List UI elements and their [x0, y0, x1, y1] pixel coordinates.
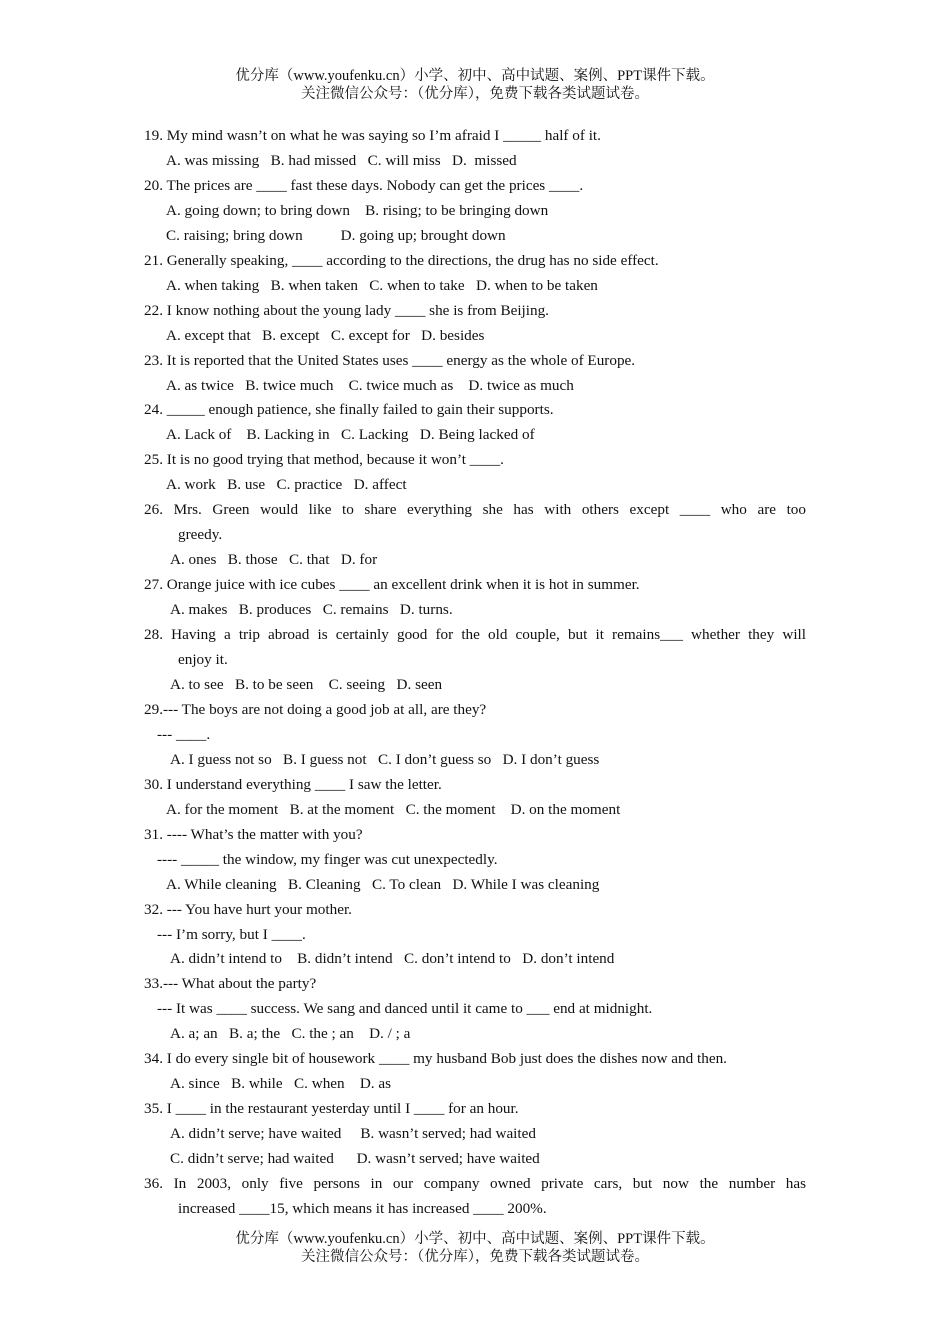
- question-stem: 32. --- You have hurt your mother.: [144, 900, 352, 918]
- question-line: A. work B. use C. practice D. affect: [166, 476, 407, 494]
- question-36: [144, 1172, 806, 1222]
- question-stem: 20. The prices are ____ fast these days. Nobody can get the prices ____.: [144, 176, 584, 194]
- question-stem: 19. My mind wasn’t on what he was saying so I’m afraid I _____ half of it.: [144, 127, 601, 144]
- footer-line-2: 关注微信公众号：（优分库），免费下载各类试题试卷。: [301, 1249, 649, 1265]
- page-footer: [0, 1230, 950, 1266]
- question-stem: 21. Generally speaking, ____ according to the directions, the drug has no side effect.: [144, 251, 659, 269]
- question-22: [144, 299, 806, 349]
- question-line: greedy.: [178, 526, 223, 544]
- question-line: A. except that B. except C. except for D. besides: [166, 326, 485, 344]
- question-28: [144, 623, 806, 698]
- question-stem: 23. It is reported that the United States uses ____ energy as the whole of Europe.: [144, 351, 636, 369]
- question-line: A. for the moment B. at the moment C. the moment D. on the moment: [166, 800, 621, 818]
- question-line: --- I’m sorry, but I ____.: [157, 925, 306, 943]
- question-line: A. makes B. produces C. remains D. turns.: [170, 601, 453, 619]
- question-19: [144, 124, 806, 174]
- question-24: [144, 398, 806, 448]
- question-line: A. I guess not so B. I guess not C. I don’t guess so D. I don’t guess: [170, 750, 600, 768]
- question-line: A. when taking B. when taken C. when to take D. when to be taken: [166, 276, 598, 294]
- question-line: C. raising; bring down D. going up; brought down: [166, 226, 506, 244]
- question-stem: 36. In 2003, only five persons in our company owned private cars, but now the number has: [144, 1175, 806, 1193]
- question-line: A. going down; to bring down B. rising; to be bringing down: [166, 201, 549, 219]
- question-23: [144, 349, 806, 399]
- question-stem: 26. Mrs. Green would like to share everything she has with others except ____ who are too: [144, 501, 806, 519]
- question-30: [144, 773, 806, 823]
- question-line: increased ____15, which means it has increased ____ 200%.: [178, 1199, 547, 1217]
- question-stem: 25. It is no good trying that method, because it won’t ____.: [144, 451, 504, 469]
- question-29: [144, 698, 806, 773]
- question-line: A. Lack of B. Lacking in C. Lacking D. Being lacked of: [166, 426, 535, 444]
- question-stem: 35. I ____ in the restaurant yesterday until I ____ for an hour.: [144, 1100, 519, 1118]
- question-stem: 29.--- The boys are not doing a good job at all, are they?: [144, 700, 487, 718]
- question-21: [144, 249, 806, 299]
- question-line: A. While cleaning B. Cleaning C. To clean D. While I was cleaning: [166, 875, 600, 893]
- question-line: --- ____.: [157, 725, 211, 743]
- question-line: A. to see B. to be seen C. seeing D. seen: [170, 675, 443, 693]
- page-header: [0, 67, 950, 103]
- question-stem: 22. I know nothing about the young lady ____ she is from Beijing.: [144, 301, 549, 319]
- question-list: [144, 124, 806, 1222]
- question-25: [144, 448, 806, 498]
- question-line: --- It was ____ success. We sang and danced until it came to ___ end at midnight.: [157, 1000, 653, 1018]
- header-line-1: 优分库（www.youfenku.cn）小学、初中、高中试题、案例、PPT课件下载。: [235, 68, 715, 84]
- question-stem: 34. I do every single bit of housework ____ my husband Bob just does the dishes now and then.: [144, 1050, 727, 1068]
- question-line: A. as twice B. twice much C. twice much as D. twice as much: [166, 376, 574, 394]
- question-line: A. ones B. those C. that D. for: [170, 551, 378, 569]
- question-line: C. didn’t serve; had waited D. wasn’t served; have waited: [170, 1150, 540, 1168]
- question-stem: 33.--- What about the party?: [144, 975, 317, 993]
- footer-line-1: 优分库（www.youfenku.cn）小学、初中、高中试题、案例、PPT课件下载。: [235, 1231, 715, 1247]
- question-stem: 24. _____ enough patience, she finally failed to gain their supports.: [144, 401, 554, 419]
- question-32: [144, 898, 806, 973]
- question-line: ---- _____ the window, my finger was cut unexpectedly.: [157, 850, 498, 868]
- question-line: A. was missing B. had missed C. will miss D. missed: [166, 151, 517, 169]
- question-line: A. since B. while C. when D. as: [170, 1075, 392, 1093]
- question-33: [144, 972, 806, 1047]
- question-stem: 28. Having a trip abroad is certainly good for the old couple, but it remains___ whether they will: [144, 626, 806, 644]
- question-34: [144, 1047, 806, 1097]
- question-stem: 30. I understand everything ____ I saw the letter.: [144, 775, 442, 793]
- question-line: A. didn’t intend to B. didn’t intend C. don’t intend to D. don’t intend: [170, 950, 615, 968]
- question-20: [144, 174, 806, 249]
- question-27: [144, 573, 806, 623]
- question-line: A. didn’t serve; have waited B. wasn’t served; had waited: [170, 1125, 536, 1143]
- question-26: [144, 498, 806, 573]
- question-31: [144, 823, 806, 898]
- question-stem: 27. Orange juice with ice cubes ____ an excellent drink when it is hot in summer.: [144, 576, 640, 594]
- question-35: [144, 1097, 806, 1172]
- question-line: A. a; an B. a; the C. the ; an D. / ; a: [170, 1025, 411, 1043]
- header-line-2: 关注微信公众号：（优分库），免费下载各类试题试卷。: [301, 86, 649, 102]
- question-stem: 31. ---- What’s the matter with you?: [144, 825, 363, 843]
- question-line: enjoy it.: [178, 651, 228, 669]
